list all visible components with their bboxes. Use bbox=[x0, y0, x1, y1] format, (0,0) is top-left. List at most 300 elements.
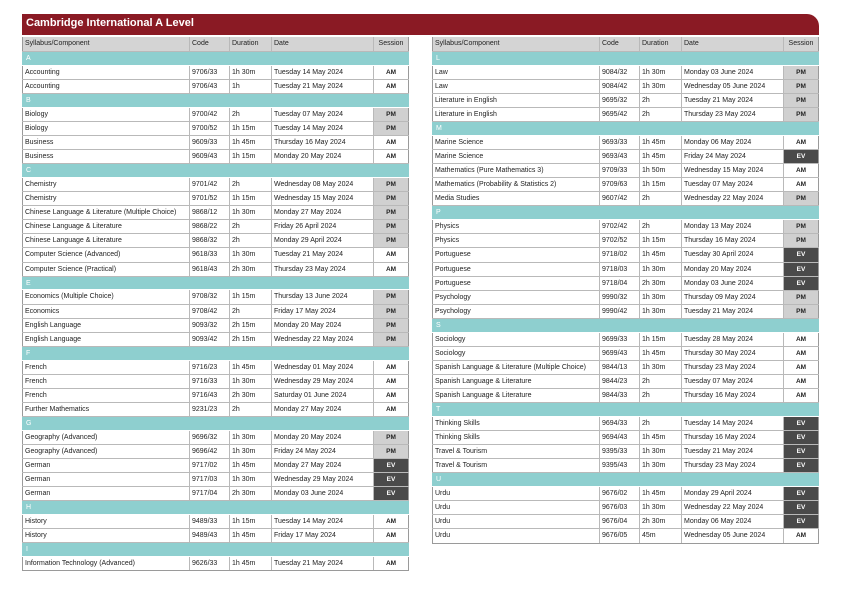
table-row bbox=[432, 445, 819, 459]
cell-syllabus: English Language bbox=[22, 333, 190, 346]
cell-duration: 1h 30m bbox=[640, 66, 682, 79]
table-row bbox=[432, 136, 819, 150]
cell-duration: 1h 45m bbox=[640, 136, 682, 149]
cell-duration: 1h 30m bbox=[640, 361, 682, 374]
cell-syllabus: Marine Science bbox=[432, 136, 600, 149]
cell-code: 9696/42 bbox=[190, 445, 230, 458]
cell-session: EV bbox=[784, 417, 819, 430]
cell-session: EV bbox=[784, 277, 819, 290]
cell-date: Friday 17 May 2024 bbox=[272, 529, 374, 542]
cell-code: 9716/23 bbox=[190, 361, 230, 374]
cell-date: Friday 24 May 2024 bbox=[682, 150, 784, 163]
cell-syllabus: Psychology bbox=[432, 305, 600, 318]
table-row bbox=[432, 361, 819, 375]
table-row bbox=[22, 150, 409, 164]
cell-date: Wednesday 01 May 2024 bbox=[272, 361, 374, 374]
cell-date: Wednesday 29 May 2024 bbox=[272, 375, 374, 388]
cell-duration: 2h 30m bbox=[640, 515, 682, 528]
cell-code: 9716/33 bbox=[190, 375, 230, 388]
cell-session: AM bbox=[374, 136, 409, 149]
cell-syllabus: Law bbox=[432, 80, 600, 93]
cell-duration: 1h 30m bbox=[640, 501, 682, 514]
cell-date: Wednesday 05 June 2024 bbox=[682, 80, 784, 93]
table-row bbox=[22, 290, 409, 304]
cell-code: 9700/42 bbox=[190, 108, 230, 121]
cell-session: AM bbox=[374, 403, 409, 416]
cell-code: 9844/33 bbox=[600, 389, 640, 402]
cell-duration: 1h 30m bbox=[640, 445, 682, 458]
cell-code: 9708/32 bbox=[190, 290, 230, 303]
cell-code: 9699/43 bbox=[600, 347, 640, 360]
cell-duration: 2h bbox=[230, 234, 272, 247]
table-row bbox=[432, 417, 819, 431]
cell-syllabus: Geography (Advanced) bbox=[22, 431, 190, 444]
cell-code: 9695/42 bbox=[600, 108, 640, 121]
cell-duration: 2h bbox=[230, 305, 272, 318]
cell-code: 9618/43 bbox=[190, 263, 230, 276]
table-row bbox=[432, 164, 819, 178]
cell-date: Tuesday 21 May 2024 bbox=[272, 80, 374, 93]
section-letter: U bbox=[436, 476, 442, 484]
cell-session: PM bbox=[784, 66, 819, 79]
cell-code: 9676/03 bbox=[600, 501, 640, 514]
cell-session: AM bbox=[374, 389, 409, 402]
table-row bbox=[22, 375, 409, 389]
table-row bbox=[432, 192, 819, 206]
header-duration: Duration bbox=[640, 37, 682, 51]
cell-session: PM bbox=[374, 290, 409, 303]
cell-code: 9693/33 bbox=[600, 136, 640, 149]
cell-duration: 2h bbox=[230, 403, 272, 416]
section-letter-row bbox=[22, 164, 409, 178]
table-row bbox=[22, 206, 409, 220]
cell-session: AM bbox=[784, 529, 819, 542]
table-row bbox=[432, 220, 819, 234]
cell-code: 9694/33 bbox=[600, 417, 640, 430]
cell-duration: 2h bbox=[640, 192, 682, 205]
cell-code: 9696/32 bbox=[190, 431, 230, 444]
section-letter: F bbox=[26, 349, 31, 357]
cell-code: 9693/43 bbox=[600, 150, 640, 163]
cell-syllabus: Chemistry bbox=[22, 178, 190, 191]
table-row bbox=[432, 529, 819, 543]
cell-syllabus: Literature in English bbox=[432, 108, 600, 121]
table-row bbox=[22, 431, 409, 445]
cell-duration: 1h 45m bbox=[230, 529, 272, 542]
cell-duration: 1h 30m bbox=[640, 291, 682, 304]
cell-syllabus: History bbox=[22, 529, 190, 542]
table-row bbox=[22, 445, 409, 459]
cell-duration: 1h 45m bbox=[230, 361, 272, 374]
cell-date: Friday 17 May 2024 bbox=[272, 305, 374, 318]
cell-code: 9084/32 bbox=[600, 66, 640, 79]
header-syllabus: Syllabus/Component bbox=[432, 37, 600, 51]
cell-duration: 1h 15m bbox=[230, 150, 272, 163]
table-row bbox=[22, 557, 409, 571]
cell-duration: 1h 15m bbox=[230, 515, 272, 528]
cell-code: 9489/33 bbox=[190, 515, 230, 528]
table-row bbox=[432, 291, 819, 305]
cell-code: 9676/05 bbox=[600, 529, 640, 542]
cell-syllabus: Law bbox=[432, 66, 600, 79]
cell-duration: 1h bbox=[230, 80, 272, 93]
table-row bbox=[432, 178, 819, 192]
cell-syllabus: Portuguese bbox=[432, 277, 600, 290]
cell-session: AM bbox=[784, 178, 819, 191]
cell-syllabus: Economics bbox=[22, 305, 190, 318]
cell-date: Thursday 16 May 2024 bbox=[272, 136, 374, 149]
section-letter-row bbox=[432, 122, 819, 136]
cell-duration: 1h 45m bbox=[640, 347, 682, 360]
cell-session: EV bbox=[784, 459, 819, 472]
cell-syllabus: Spanish Language & Literature bbox=[432, 389, 600, 402]
cell-date: Tuesday 21 May 2024 bbox=[272, 557, 374, 570]
header-date: Date bbox=[272, 37, 374, 51]
cell-date: Thursday 23 May 2024 bbox=[272, 263, 374, 276]
cell-session: AM bbox=[784, 164, 819, 177]
cell-session: AM bbox=[374, 248, 409, 261]
cell-syllabus: Chinese Language & Literature (Multiple Choice) bbox=[22, 206, 190, 219]
cell-syllabus: Media Studies bbox=[432, 192, 600, 205]
cell-syllabus: Sociology bbox=[432, 347, 600, 360]
cell-duration: 1h 30m bbox=[640, 80, 682, 93]
cell-session: EV bbox=[784, 515, 819, 528]
section-letter-row bbox=[22, 94, 409, 108]
cell-code: 9607/42 bbox=[600, 192, 640, 205]
cell-duration: 1h 45m bbox=[640, 150, 682, 163]
header-code: Code bbox=[600, 37, 640, 51]
section-letter-row bbox=[432, 206, 819, 220]
section-letter-row bbox=[22, 277, 409, 291]
cell-code: 9709/33 bbox=[600, 164, 640, 177]
cell-date: Tuesday 07 May 2024 bbox=[682, 178, 784, 191]
cell-session: PM bbox=[374, 206, 409, 219]
cell-session: AM bbox=[374, 361, 409, 374]
cell-code: 9708/42 bbox=[190, 305, 230, 318]
cell-duration: 1h 30m bbox=[640, 459, 682, 472]
cell-session: PM bbox=[374, 445, 409, 458]
section-letter: S bbox=[436, 321, 441, 329]
cell-session: AM bbox=[374, 557, 409, 570]
cell-code: 9489/43 bbox=[190, 529, 230, 542]
cell-date: Tuesday 21 May 2024 bbox=[682, 445, 784, 458]
cell-syllabus: Portuguese bbox=[432, 263, 600, 276]
cell-date: Monday 13 May 2024 bbox=[682, 220, 784, 233]
cell-syllabus: Economics (Multiple Choice) bbox=[22, 290, 190, 303]
cell-syllabus: Business bbox=[22, 150, 190, 163]
page-title: Cambridge International A Level bbox=[26, 17, 194, 29]
cell-session: PM bbox=[374, 333, 409, 346]
table-header bbox=[432, 37, 819, 52]
table-row bbox=[432, 80, 819, 94]
cell-syllabus: Accounting bbox=[22, 66, 190, 79]
cell-code: 9395/33 bbox=[600, 445, 640, 458]
cell-syllabus: Urdu bbox=[432, 487, 600, 500]
cell-code: 9717/04 bbox=[190, 487, 230, 500]
header-session: Session bbox=[374, 37, 409, 51]
cell-session: AM bbox=[784, 361, 819, 374]
cell-session: PM bbox=[784, 234, 819, 247]
cell-session: EV bbox=[374, 487, 409, 500]
cell-date: Thursday 23 May 2024 bbox=[682, 108, 784, 121]
cell-duration: 2h bbox=[230, 108, 272, 121]
cell-session: PM bbox=[784, 192, 819, 205]
cell-duration: 2h bbox=[640, 389, 682, 402]
section-letter: L bbox=[436, 55, 440, 62]
header-syllabus: Syllabus/Component bbox=[22, 37, 190, 51]
section-letter-row bbox=[432, 473, 819, 487]
cell-session: AM bbox=[374, 80, 409, 93]
cell-session: AM bbox=[374, 150, 409, 163]
cell-date: Thursday 16 May 2024 bbox=[682, 234, 784, 247]
cell-duration: 1h 30m bbox=[230, 445, 272, 458]
cell-syllabus: History bbox=[22, 515, 190, 528]
cell-duration: 2h bbox=[640, 375, 682, 388]
cell-date: Wednesday 08 May 2024 bbox=[272, 178, 374, 191]
table-row bbox=[432, 333, 819, 347]
section-letter: A bbox=[26, 55, 31, 62]
cell-syllabus: Chinese Language & Literature bbox=[22, 234, 190, 247]
cell-date: Monday 06 May 2024 bbox=[682, 515, 784, 528]
table-row bbox=[22, 108, 409, 122]
cell-session: EV bbox=[784, 248, 819, 261]
cell-syllabus: German bbox=[22, 473, 190, 486]
cell-date: Tuesday 30 April 2024 bbox=[682, 248, 784, 261]
cell-session: EV bbox=[784, 445, 819, 458]
section-letter-row bbox=[22, 501, 409, 515]
cell-syllabus: Sociology bbox=[432, 333, 600, 346]
cell-code: 9718/03 bbox=[600, 263, 640, 276]
cell-session: AM bbox=[784, 333, 819, 346]
cell-date: Saturday 01 June 2024 bbox=[272, 389, 374, 402]
table-body bbox=[22, 52, 409, 571]
cell-session: PM bbox=[374, 192, 409, 205]
cell-code: 9717/02 bbox=[190, 459, 230, 472]
table-row bbox=[432, 234, 819, 248]
table-body bbox=[432, 52, 819, 544]
cell-code: 9706/33 bbox=[190, 66, 230, 79]
cell-code: 9626/33 bbox=[190, 557, 230, 570]
cell-date: Friday 24 May 2024 bbox=[272, 445, 374, 458]
table-row bbox=[22, 361, 409, 375]
cell-session: PM bbox=[784, 94, 819, 107]
cell-date: Tuesday 28 May 2024 bbox=[682, 333, 784, 346]
cell-date: Tuesday 21 May 2024 bbox=[272, 248, 374, 261]
cell-duration: 2h bbox=[640, 417, 682, 430]
section-letter: B bbox=[26, 96, 31, 104]
cell-syllabus: German bbox=[22, 459, 190, 472]
cell-code: 9844/13 bbox=[600, 361, 640, 374]
cell-date: Monday 29 April 2024 bbox=[272, 234, 374, 247]
cell-code: 9700/52 bbox=[190, 122, 230, 135]
table-row bbox=[22, 80, 409, 94]
cell-session: AM bbox=[374, 375, 409, 388]
cell-duration: 1h 15m bbox=[230, 192, 272, 205]
cell-duration: 1h 45m bbox=[640, 248, 682, 261]
cell-date: Thursday 30 May 2024 bbox=[682, 347, 784, 360]
cell-code: 9701/52 bbox=[190, 192, 230, 205]
table-row bbox=[22, 136, 409, 150]
cell-date: Tuesday 07 May 2024 bbox=[682, 375, 784, 388]
table-row bbox=[22, 66, 409, 80]
cell-date: Wednesday 15 May 2024 bbox=[682, 164, 784, 177]
cell-session: AM bbox=[374, 529, 409, 542]
cell-syllabus: Thinking Skills bbox=[432, 431, 600, 444]
cell-session: EV bbox=[374, 473, 409, 486]
cell-date: Wednesday 05 June 2024 bbox=[682, 529, 784, 542]
cell-syllabus: Travel & Tourism bbox=[432, 445, 600, 458]
cell-code: 9718/02 bbox=[600, 248, 640, 261]
cell-duration: 1h 15m bbox=[230, 290, 272, 303]
cell-session: EV bbox=[784, 487, 819, 500]
cell-syllabus: Biology bbox=[22, 108, 190, 121]
table-row bbox=[22, 459, 409, 473]
cell-date: Friday 26 April 2024 bbox=[272, 220, 374, 233]
table-row bbox=[22, 305, 409, 319]
cell-syllabus: English Language bbox=[22, 319, 190, 332]
table-row bbox=[432, 347, 819, 361]
cell-session: PM bbox=[374, 431, 409, 444]
cell-date: Thursday 16 May 2024 bbox=[682, 389, 784, 402]
cell-date: Thursday 23 May 2024 bbox=[682, 361, 784, 374]
timetable-right bbox=[432, 37, 819, 544]
cell-duration: 1h 45m bbox=[230, 557, 272, 570]
cell-code: 9868/12 bbox=[190, 206, 230, 219]
table-row bbox=[22, 333, 409, 347]
cell-syllabus: Further Mathematics bbox=[22, 403, 190, 416]
cell-syllabus: Chemistry bbox=[22, 192, 190, 205]
table-header bbox=[22, 37, 409, 52]
table-row bbox=[22, 487, 409, 501]
cell-syllabus: Business bbox=[22, 136, 190, 149]
cell-duration: 2h bbox=[230, 220, 272, 233]
cell-date: Thursday 13 June 2024 bbox=[272, 290, 374, 303]
cell-syllabus: Thinking Skills bbox=[432, 417, 600, 430]
cell-syllabus: Physics bbox=[432, 220, 600, 233]
cell-duration: 45m bbox=[640, 529, 682, 542]
cell-duration: 1h 30m bbox=[230, 248, 272, 261]
cell-duration: 2h bbox=[640, 108, 682, 121]
cell-date: Monday 20 May 2024 bbox=[272, 150, 374, 163]
section-letter-row bbox=[22, 543, 409, 557]
cell-duration: 1h 45m bbox=[640, 431, 682, 444]
cell-duration: 1h 30m bbox=[230, 473, 272, 486]
cell-syllabus: Marine Science bbox=[432, 150, 600, 163]
section-letter: H bbox=[26, 504, 32, 512]
cell-duration: 1h 15m bbox=[640, 234, 682, 247]
section-letter-row bbox=[22, 417, 409, 431]
cell-syllabus: Accounting bbox=[22, 80, 190, 93]
cell-duration: 1h 30m bbox=[230, 375, 272, 388]
cell-code: 9676/02 bbox=[600, 487, 640, 500]
cell-syllabus: Travel & Tourism bbox=[432, 459, 600, 472]
cell-date: Thursday 23 May 2024 bbox=[682, 459, 784, 472]
cell-date: Tuesday 14 May 2024 bbox=[272, 122, 374, 135]
cell-syllabus: Computer Science (Advanced) bbox=[22, 248, 190, 261]
cell-session: PM bbox=[374, 178, 409, 191]
section-letter-row bbox=[22, 52, 409, 66]
cell-duration: 1h 30m bbox=[640, 263, 682, 276]
cell-session: AM bbox=[374, 263, 409, 276]
table-row bbox=[432, 431, 819, 445]
cell-date: Monday 27 May 2024 bbox=[272, 403, 374, 416]
cell-duration: 2h bbox=[640, 220, 682, 233]
header-code: Code bbox=[190, 37, 230, 51]
cell-duration: 2h bbox=[640, 94, 682, 107]
cell-code: 9717/03 bbox=[190, 473, 230, 486]
cell-duration: 2h 30m bbox=[230, 263, 272, 276]
cell-session: AM bbox=[374, 66, 409, 79]
section-letter-row bbox=[432, 52, 819, 66]
cell-session: AM bbox=[374, 515, 409, 528]
table-row bbox=[22, 220, 409, 234]
section-letter-row bbox=[22, 347, 409, 361]
timetable-left bbox=[22, 37, 409, 571]
cell-date: Monday 03 June 2024 bbox=[682, 66, 784, 79]
cell-session: AM bbox=[784, 347, 819, 360]
table-row bbox=[22, 403, 409, 417]
table-row bbox=[22, 178, 409, 192]
cell-code: 9701/42 bbox=[190, 178, 230, 191]
cell-session: AM bbox=[784, 136, 819, 149]
table-row bbox=[22, 234, 409, 248]
section-letter-row bbox=[432, 319, 819, 333]
cell-code: 9699/33 bbox=[600, 333, 640, 346]
cell-session: PM bbox=[374, 305, 409, 318]
cell-syllabus: Computer Science (Practical) bbox=[22, 263, 190, 276]
cell-session: EV bbox=[784, 431, 819, 444]
table-row bbox=[432, 305, 819, 319]
cell-syllabus: Information Technology (Advanced) bbox=[22, 557, 190, 570]
table-row bbox=[22, 319, 409, 333]
cell-duration: 1h 30m bbox=[230, 206, 272, 219]
table-row bbox=[432, 487, 819, 501]
table-row bbox=[22, 529, 409, 543]
cell-date: Tuesday 14 May 2024 bbox=[272, 515, 374, 528]
cell-date: Monday 03 June 2024 bbox=[682, 277, 784, 290]
table-row bbox=[432, 150, 819, 164]
cell-date: Monday 27 May 2024 bbox=[272, 206, 374, 219]
cell-session: PM bbox=[374, 234, 409, 247]
cell-date: Tuesday 14 May 2024 bbox=[272, 66, 374, 79]
section-letter: T bbox=[436, 406, 441, 414]
cell-date: Monday 20 May 2024 bbox=[682, 263, 784, 276]
table-row bbox=[432, 501, 819, 515]
table-row bbox=[22, 473, 409, 487]
cell-code: 9702/42 bbox=[600, 220, 640, 233]
cell-date: Wednesday 22 May 2024 bbox=[272, 333, 374, 346]
cell-code: 9395/43 bbox=[600, 459, 640, 472]
cell-duration: 2h 30m bbox=[640, 277, 682, 290]
cell-date: Monday 27 May 2024 bbox=[272, 459, 374, 472]
cell-syllabus: Literature in English bbox=[432, 94, 600, 107]
table-row bbox=[432, 263, 819, 277]
cell-code: 9716/43 bbox=[190, 389, 230, 402]
cell-duration: 1h 50m bbox=[640, 164, 682, 177]
cell-date: Wednesday 22 May 2024 bbox=[682, 501, 784, 514]
cell-syllabus: Portuguese bbox=[432, 248, 600, 261]
cell-duration: 2h bbox=[230, 178, 272, 191]
section-letter: G bbox=[26, 419, 32, 427]
cell-duration: 1h 30m bbox=[230, 431, 272, 444]
cell-duration: 1h 15m bbox=[230, 122, 272, 135]
cell-code: 9618/33 bbox=[190, 248, 230, 261]
table-row bbox=[432, 248, 819, 262]
table-row bbox=[432, 459, 819, 473]
table-row bbox=[22, 248, 409, 262]
cell-syllabus: Spanish Language & Literature (Multiple Choice) bbox=[432, 361, 600, 374]
cell-date: Monday 29 April 2024 bbox=[682, 487, 784, 500]
